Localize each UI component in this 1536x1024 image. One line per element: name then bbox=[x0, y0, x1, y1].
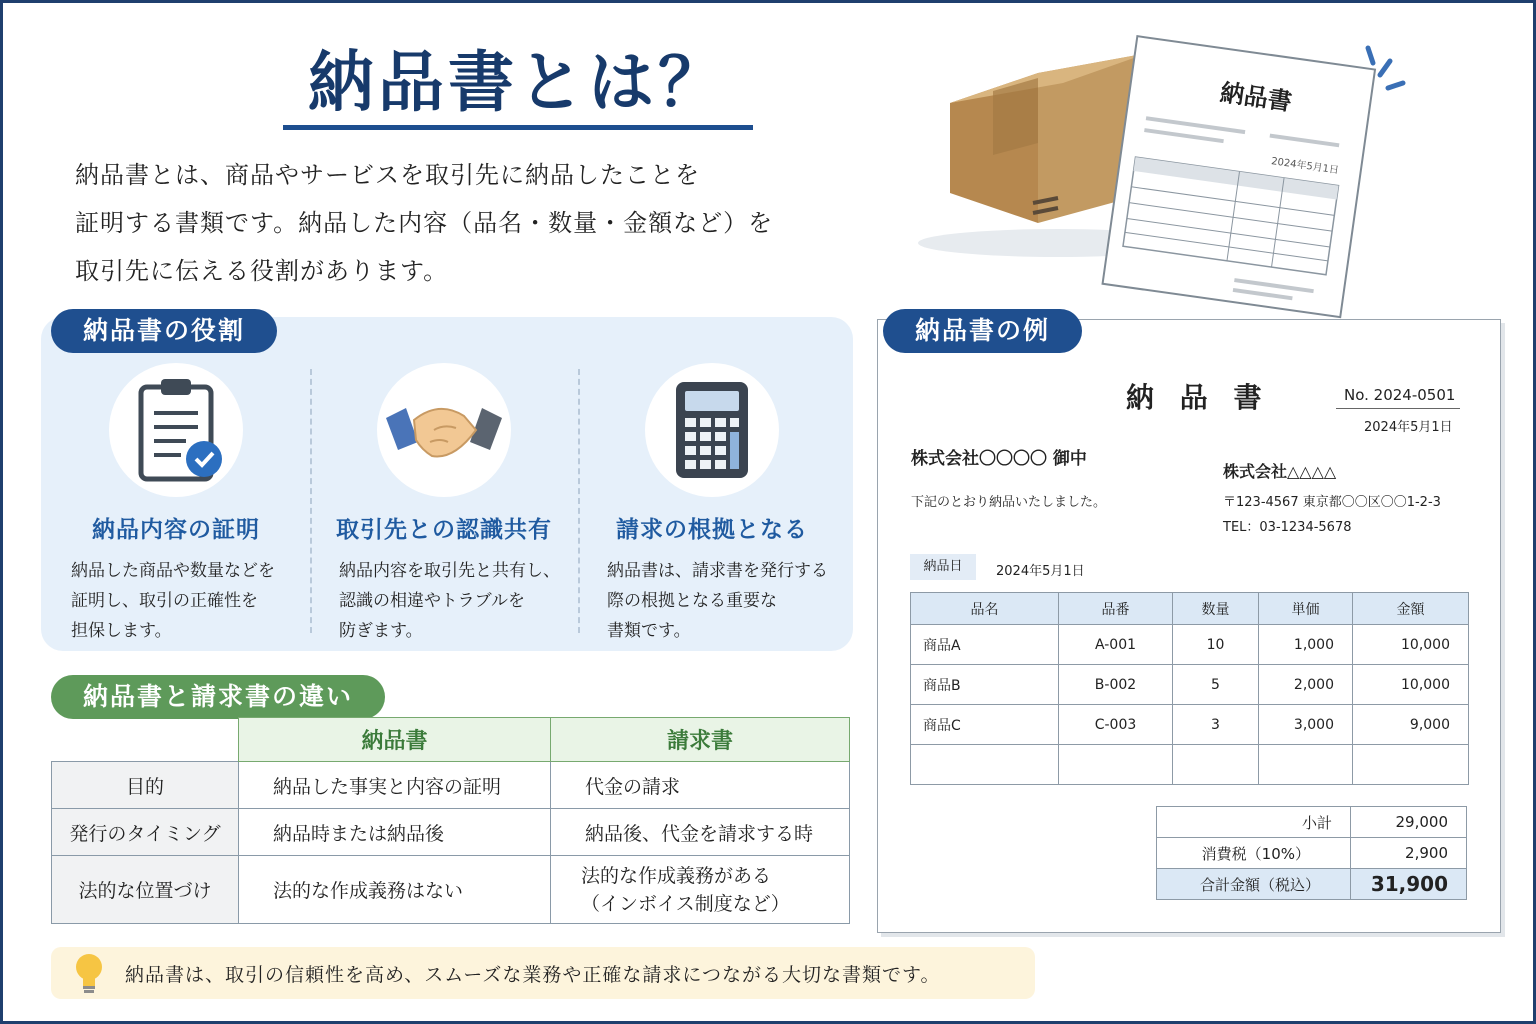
cell bbox=[1259, 745, 1353, 785]
cell: 3,000 bbox=[1259, 705, 1353, 745]
tip-banner bbox=[51, 947, 1035, 999]
calculator-icon bbox=[645, 363, 779, 497]
hero-illustration bbox=[908, 33, 1448, 323]
role-desc-line: 納品した商品や数量などを bbox=[71, 561, 275, 581]
role-desc-line: 納品内容を取引先と共有し、 bbox=[339, 561, 560, 581]
empty-corner bbox=[52, 718, 239, 762]
column-header: 単価 bbox=[1259, 593, 1353, 625]
row-label: 発行のタイミング bbox=[52, 809, 239, 856]
role-desc-line: 認識の相違やトラブルを bbox=[339, 591, 525, 611]
role-desc-line: 担保します。 bbox=[71, 621, 172, 641]
sample-heading: 納品書の例 bbox=[883, 309, 1082, 353]
cell: C-003 bbox=[1059, 705, 1173, 745]
table-row bbox=[52, 856, 850, 924]
delivery-date-label: 納品日 bbox=[910, 554, 976, 580]
cell bbox=[1353, 745, 1469, 785]
role-desc-line: 防ぎます。 bbox=[339, 621, 423, 641]
column-header: 請求書 bbox=[551, 718, 850, 762]
table-row bbox=[911, 745, 1469, 785]
cell bbox=[551, 856, 850, 924]
cell: 10 bbox=[1173, 625, 1259, 665]
role-card bbox=[581, 363, 843, 643]
page-title: 納品書とは？ bbox=[308, 44, 728, 121]
sender-company: 株式会社△△△△ bbox=[1223, 462, 1337, 481]
table-row bbox=[1157, 807, 1467, 838]
table-row bbox=[52, 809, 850, 856]
document-icon bbox=[1103, 36, 1375, 317]
handshake-icon bbox=[377, 363, 511, 497]
cell: 代金の請求 bbox=[551, 762, 850, 809]
cell: B-002 bbox=[1059, 665, 1173, 705]
cell: 納品した事実と内容の証明 bbox=[239, 762, 551, 809]
delivery-note: 下記のとおり納品いたしました。 bbox=[911, 495, 1107, 510]
hero-doc-title: 納品書 bbox=[1218, 78, 1294, 117]
role-desc bbox=[607, 556, 843, 646]
total-value: 31,900 bbox=[1351, 869, 1467, 900]
column-header: 数量 bbox=[1173, 593, 1259, 625]
row-label: 目的 bbox=[52, 762, 239, 809]
table-row bbox=[911, 625, 1469, 665]
recipient: 株式会社〇〇〇〇 御中 bbox=[911, 449, 1087, 469]
issue-date: 2024年5月1日 bbox=[1364, 420, 1453, 435]
cell: 商品B bbox=[911, 665, 1059, 705]
roles-heading: 納品書の役割 bbox=[51, 309, 277, 353]
cell: 10,000 bbox=[1353, 665, 1469, 705]
table-row bbox=[1157, 869, 1467, 900]
clipboard-check-icon bbox=[109, 363, 243, 497]
table-row bbox=[911, 705, 1469, 745]
hero-doc-date: 2024年5月1日 bbox=[1270, 156, 1340, 177]
role-title: 納品内容の証明 bbox=[92, 517, 260, 543]
role-desc bbox=[339, 556, 575, 646]
column-header: 金額 bbox=[1353, 593, 1469, 625]
cell: A-001 bbox=[1059, 625, 1173, 665]
title-underline bbox=[283, 125, 753, 130]
sender-tel: TEL：03-1234-5678 bbox=[1223, 520, 1352, 535]
items-table bbox=[910, 592, 1469, 785]
role-desc bbox=[71, 556, 307, 646]
cell: 納品時または納品後 bbox=[239, 809, 551, 856]
cell: 法的な作成義務はない bbox=[239, 856, 551, 924]
role-desc-line: 証明し、取引の正確性を bbox=[71, 591, 258, 611]
cell bbox=[1059, 745, 1173, 785]
sample-invoice bbox=[877, 319, 1501, 933]
cell-line: （インボイス制度など） bbox=[581, 892, 790, 915]
role-card bbox=[45, 363, 307, 643]
number-underline bbox=[1336, 408, 1460, 409]
total-label: 合計金額（税込） bbox=[1157, 869, 1351, 900]
cell: 納品後、代金を請求する時 bbox=[551, 809, 850, 856]
cell: 2,000 bbox=[1259, 665, 1353, 705]
cell: 5 bbox=[1173, 665, 1259, 705]
intro-text bbox=[75, 151, 855, 295]
sample-title: 納 品 書 bbox=[1126, 381, 1270, 414]
column-header: 品名 bbox=[911, 593, 1059, 625]
role-desc-line: 納品書は、請求書を発行する bbox=[607, 561, 828, 581]
row-label: 法的な位置づけ bbox=[52, 856, 239, 924]
totals-table bbox=[1156, 806, 1467, 900]
lightbulb-icon bbox=[69, 951, 109, 995]
tax-label: 消費税（10%） bbox=[1157, 838, 1351, 869]
delivery-date: 2024年5月1日 bbox=[996, 564, 1085, 579]
role-desc-line: 書類です。 bbox=[607, 621, 691, 641]
table-row bbox=[52, 762, 850, 809]
cell: 10,000 bbox=[1353, 625, 1469, 665]
subtotal-label: 小計 bbox=[1157, 807, 1351, 838]
cell-line: 法的な作成義務がある bbox=[581, 864, 772, 887]
sender-address: 〒123-4567 東京都〇〇区〇〇1-2-3 bbox=[1223, 495, 1441, 510]
diff-heading: 納品書と請求書の違い bbox=[51, 675, 385, 719]
comparison-table bbox=[51, 717, 849, 923]
cell: 9,000 bbox=[1353, 705, 1469, 745]
role-title: 請求の根拠となる bbox=[616, 517, 808, 543]
cell: 3 bbox=[1173, 705, 1259, 745]
cell bbox=[1173, 745, 1259, 785]
subtotal-value: 29,000 bbox=[1351, 807, 1467, 838]
intro-line: 取引先に伝える役割があります。 bbox=[75, 257, 449, 285]
table-row bbox=[1157, 838, 1467, 869]
document-number: No. 2024-0501 bbox=[1344, 386, 1456, 404]
role-title: 取引先との認識共有 bbox=[336, 517, 552, 543]
divider bbox=[578, 369, 580, 633]
role-desc-line: 際の根拠となる重要な bbox=[607, 591, 777, 611]
column-header: 納品書 bbox=[239, 718, 551, 762]
table-row bbox=[911, 665, 1469, 705]
cell: 1,000 bbox=[1259, 625, 1353, 665]
intro-line: 納品書とは、商品やサービスを取引先に納品したことを bbox=[75, 161, 700, 189]
column-header: 品番 bbox=[1059, 593, 1173, 625]
role-card bbox=[313, 363, 575, 643]
cell bbox=[911, 745, 1059, 785]
divider bbox=[310, 369, 312, 633]
tip-text: 納品書は、取引の信頼性を高め、スムーズな業務や正確な請求につながる大切な書類です。 bbox=[125, 963, 941, 986]
cell: 商品C bbox=[911, 705, 1059, 745]
cell: 商品A bbox=[911, 625, 1059, 665]
intro-line: 証明する書類です。納品した内容（品名・数量・金額など）を bbox=[75, 209, 774, 237]
tax-value: 2,900 bbox=[1351, 838, 1467, 869]
